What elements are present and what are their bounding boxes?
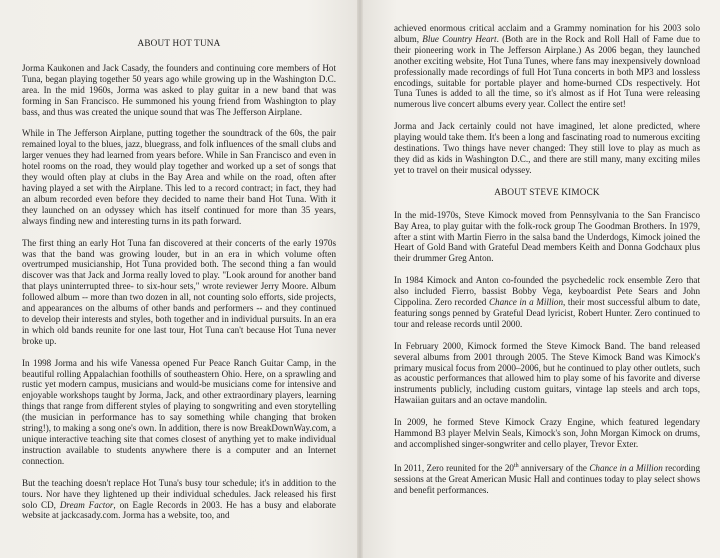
- paragraph-text: recording sessions at the Great American Music Hall and continues today to play select shows and benefit performances.: [394, 462, 701, 495]
- right-column: [394, 23, 700, 507]
- hot-tuna-paragraph-4: In 1998 Jorma and his wife Vanessa opened Fur Peace Ranch Guitar Camp, in the beautiful rolling Appalachian foothills of southeastern Ohio. Here, on a sprawling and rustic yet modern campus, musicians and would-be musicians come for intensive and enjoyable workshops taught by Jorma, Jack, and other extraordinary players, learning things that range from different styles of playing to songwriting and even storytelling (the musician in performance has to say something while changing that broken string!), to making a song one's own. In addition, there is now BreakDownWay.com, a unique interactive teaching site that comes closest of anything yet to make individual instruction available to students anywhere there is a computer and an Internet connection.: [22, 357, 336, 466]
- album-title: Chance in a Million: [589, 462, 663, 473]
- left-column: [22, 30, 336, 532]
- kimock-paragraph-5: [394, 461, 700, 496]
- hot-tuna-paragraph-7: Jorma and Jack certainly could not have imagined, let alone predicted, where playing would take them. It's been a long and fascinating road to numerous exciting destinations. Two things have never changed: They still love to play as much as they did as kids in Washington D.C., and there are still many, many exciting miles yet to travel on their musical odyssey.: [394, 121, 700, 175]
- hot-tuna-paragraph-3: The first thing an early Hot Tuna fan discovered at their concerts of the early 1970s was that the band was growing louder, but in an era in which volume often overtrumped musicianship, Hot Tuna provided both. The second thing a fan would discover was that Jack and Jorma really loved to play. "Look around for another band that plays uninterrupted three- to six-hour sets," wrote reviewer Jerry Moore. Album followed album -- more than two dozen in all, not counting solo efforts, side projects, and appearances on the albums of other bands and performers -- and they continued to develop their interests and styles, both together and in individual pursuits. In an era in which old bands reunite for one last tour, Hot Tuna can't because Hot Tuna never broke up.: [22, 237, 336, 346]
- hot-tuna-heading: ABOUT HOT TUNA: [137, 38, 221, 48]
- paragraph-text: But the teaching doesn't replace Hot Tuna's busy tour schedule; it's in addition to the tours. Nor have they lightened up their individual schedules. Jack released his first solo CD,: [22, 477, 336, 510]
- hot-tuna-paragraph-2: While in The Jefferson Airplane, putting together the soundtrack of the 60s, the pair remained loyal to the blues, jazz, bluegrass, and folk influences of the small clubs and larger venues they had learned from years before. While in San Francisco and even in hotel rooms on the road, they would play together and worked up a set of songs that they would often play at clubs in the Bay Area and while on the road, often after having played a set with the Airplane. This led to a record contract; in fact, they had an album recorded even before they decided to name their band Hot Tuna. With it they launched on an odyssey which has itself continued for more than 35 years, always finding new and interesting turns in its path forward.: [22, 128, 336, 226]
- steve-kimock-heading: ABOUT STEVE KIMOCK: [494, 186, 600, 197]
- paragraph-text: . (Both are in the Rock and Roll Hall of Fame due to their pioneering work in The Jefferson Airplane.) As 2006 began, they launched another exciting website, Hot Tuna Tunes, where fans may inexpensively download professionally made recordings of full Hot Tuna concerts in both MP3 and lossless encodings, suitable for portable player and home-burned CDs respectively. Hot Tuna Tunes is added to all the time, so it's almost as if Hot Tuna were releasing numerous live concert albums every year. Collect the entire set!: [394, 33, 700, 110]
- paragraph-text: , on Eagle Records in 2003. He has a busy and elaborate website at jackcasady.com. Jorma has a website, too, and: [22, 499, 336, 521]
- hot-tuna-paragraph-1: Jorma Kaukonen and Jack Casady, the founders and continuing core members of Hot Tuna, began playing together 50 years ago while growing up in the Washington D.C. area. In the mid 1960s, Jorma was asked to play guitar in a new band that was forming in San Francisco. He summoned his young friend from Washington to play bass, and thus was created the unique sound that was The Jefferson Airplane.: [22, 62, 336, 117]
- hot-tuna-paragraph-5: [22, 478, 336, 522]
- kimock-paragraph-3: In February 2000, Kimock formed the Steve Kimock Band. The band released several albums from 2001 through 2005. The Steve Kimock Band was Kimock's primary musical focus from 2000–2006, but he continued to play other outlets, such as acoustic performances that allowed him to play some of his favorite and diverse instruments publicly, including custom guitars, vintage lap steels and arch tops, Hawaiian guitars and an octave mandolin.: [394, 340, 700, 406]
- kimock-paragraph-4: In 2009, he formed Steve Kimock Crazy Engine, which featured legendary Hammond B3 player Melvin Seals, Kimock's son, John Morgan Kimock on drums, and accomplished singer-songwriter and cello player, Trevor Exter.: [394, 417, 700, 449]
- paragraph-text: In 2011, Zero reunited for the 20: [394, 462, 514, 473]
- album-title: Chance in a Million: [488, 297, 564, 308]
- kimock-paragraph-2: [394, 275, 700, 330]
- album-title: Dream Factor: [59, 499, 114, 510]
- paragraph-text: , their most successful album to date, featuring songs penned by Grateful Dead lyricist, Robert Hunter. Zero continued to tour and release records until 2000.: [394, 297, 700, 329]
- kimock-paragraph-1: In the mid-1970s, Steve Kimock moved from Pennsylvania to the San Francisco Bay Area, to play guitar with the folk-rock group The Goodman Brothers. In 1979, after a stint with Martin Fierro in the salsa band the Underdogs, Kimock joined the Heart of Gold Band with Grateful Dead members Keith and Donna Godchaux plus their drummer Greg Anton.: [394, 209, 700, 264]
- album-title: Blue Country Heart: [422, 33, 497, 44]
- paragraph-text: In 1984 Kimock and Anton co-founded the psychedelic rock ensemble Zero that also included Fierro, bassist Bobby Vega, keyboardist Pete Sears and John Cippolina. Zero recorded: [394, 275, 700, 308]
- hot-tuna-paragraph-6: [394, 23, 700, 110]
- ordinal-suffix: th: [513, 462, 519, 469]
- paragraph-text: achieved enormous critical acclaim and a Grammy nomination for his 2003 solo album,: [394, 23, 700, 44]
- paragraph-text: anniversary of the: [518, 462, 590, 473]
- page-fold: [357, 0, 363, 558]
